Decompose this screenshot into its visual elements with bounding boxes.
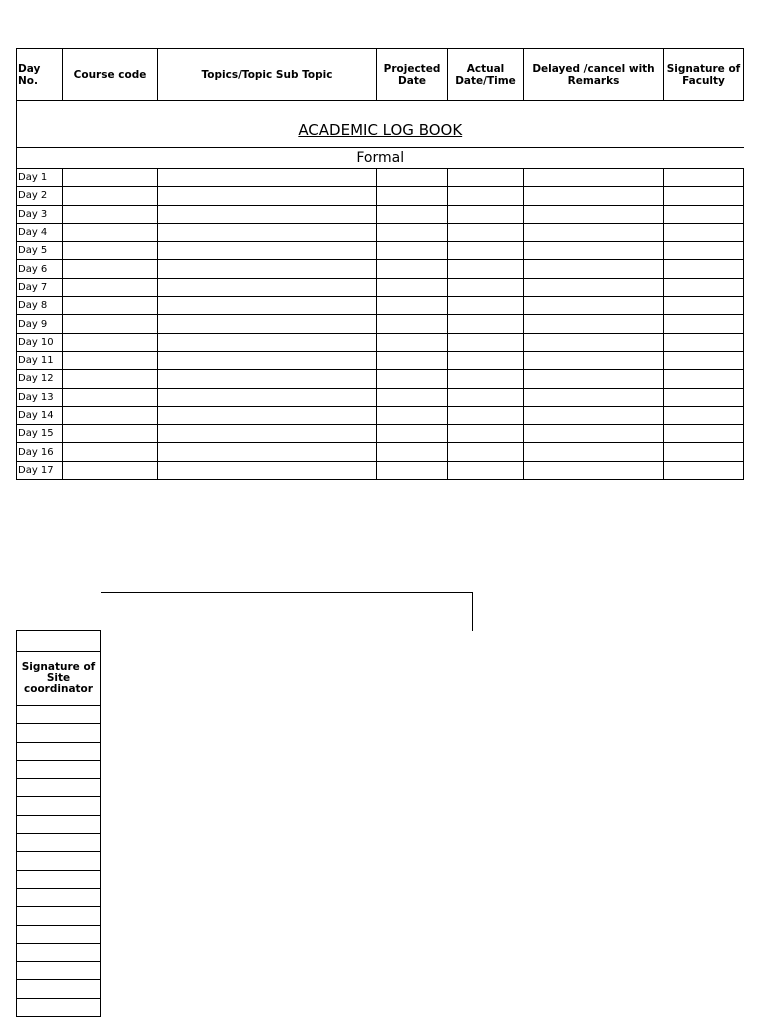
day-cell: Day 7 <box>17 278 63 296</box>
site-coordinator-signature-cell[interactable] <box>17 834 101 852</box>
table-row <box>17 461 744 479</box>
faculty-signature-cell[interactable] <box>664 242 744 260</box>
actual-date-cell[interactable] <box>448 223 524 241</box>
topic-cell[interactable] <box>158 278 377 296</box>
faculty-signature-cell[interactable] <box>664 187 744 205</box>
course-code-cell[interactable] <box>63 205 158 223</box>
projected-date-cell[interactable] <box>377 242 448 260</box>
day-cell: Day 10 <box>17 333 63 351</box>
topic-cell[interactable] <box>158 388 377 406</box>
actual-date-cell[interactable] <box>448 260 524 278</box>
table-row <box>17 980 101 998</box>
remarks-cell[interactable] <box>524 223 664 241</box>
remarks-cell[interactable] <box>524 278 664 296</box>
actual-date-cell[interactable] <box>448 351 524 369</box>
table-row <box>17 834 101 852</box>
actual-date-cell[interactable] <box>448 388 524 406</box>
topic-cell[interactable] <box>158 187 377 205</box>
day-cell: Day 15 <box>17 425 63 443</box>
table-row <box>17 815 101 833</box>
faculty-signature-cell[interactable] <box>664 260 744 278</box>
actual-date-cell[interactable] <box>448 370 524 388</box>
projected-date-cell[interactable] <box>377 425 448 443</box>
day-cell: Day 17 <box>17 461 63 479</box>
topic-cell[interactable] <box>158 425 377 443</box>
faculty-signature-cell[interactable] <box>664 443 744 461</box>
remarks-cell[interactable] <box>524 260 664 278</box>
day-cell: Day 4 <box>17 223 63 241</box>
actual-date-cell[interactable] <box>448 406 524 424</box>
site-coordinator-signature-cell[interactable] <box>17 962 101 980</box>
projected-date-cell[interactable] <box>377 223 448 241</box>
faculty-signature-cell[interactable] <box>664 406 744 424</box>
table-row <box>17 205 744 223</box>
remarks-cell[interactable] <box>524 187 664 205</box>
table-row <box>17 888 101 906</box>
table-row <box>17 406 744 424</box>
course-code-cell[interactable] <box>63 425 158 443</box>
table-row <box>17 907 101 925</box>
vertical-rule <box>472 592 473 631</box>
site-coordinator-signature-cell[interactable] <box>17 907 101 925</box>
day-cell: Day 3 <box>17 205 63 223</box>
header-actual-date-time: Actual Date/Time <box>448 49 524 101</box>
course-code-cell[interactable] <box>63 388 158 406</box>
site-coordinator-signature-cell[interactable] <box>17 943 101 961</box>
remarks-cell[interactable] <box>524 315 664 333</box>
header-course-code: Course code <box>63 49 158 101</box>
remarks-cell[interactable] <box>524 205 664 223</box>
table-row <box>17 962 101 980</box>
topic-cell[interactable] <box>158 223 377 241</box>
course-code-cell[interactable] <box>63 260 158 278</box>
header-projected-date: Projected Date <box>377 49 448 101</box>
day-cell: Day 14 <box>17 406 63 424</box>
site-coordinator-table <box>16 630 101 1017</box>
day-cell: Day 9 <box>17 315 63 333</box>
projected-date-cell[interactable] <box>377 260 448 278</box>
table-row <box>17 388 744 406</box>
table-row <box>17 333 744 351</box>
table-row <box>17 260 744 278</box>
topic-cell[interactable] <box>158 461 377 479</box>
remarks-cell[interactable] <box>524 370 664 388</box>
projected-date-cell[interactable] <box>377 278 448 296</box>
topic-cell[interactable] <box>158 370 377 388</box>
actual-date-cell[interactable] <box>448 169 524 187</box>
table-row <box>17 706 101 724</box>
course-code-cell[interactable] <box>63 242 158 260</box>
table-row <box>17 425 744 443</box>
actual-date-cell[interactable] <box>448 461 524 479</box>
faculty-signature-cell[interactable] <box>664 278 744 296</box>
actual-date-cell[interactable] <box>448 443 524 461</box>
topic-cell[interactable] <box>158 406 377 424</box>
projected-date-cell[interactable] <box>377 406 448 424</box>
horizontal-rule <box>101 592 473 593</box>
site-coordinator-signature-cell[interactable] <box>17 815 101 833</box>
course-code-cell[interactable] <box>63 297 158 315</box>
actual-date-cell[interactable] <box>448 333 524 351</box>
course-code-cell[interactable] <box>63 406 158 424</box>
projected-date-cell[interactable] <box>377 297 448 315</box>
table-row <box>17 370 744 388</box>
faculty-signature-cell[interactable] <box>664 461 744 479</box>
table-row <box>17 797 101 815</box>
table-row <box>17 724 101 742</box>
projected-date-cell[interactable] <box>377 187 448 205</box>
site-coordinator-signature-cell[interactable] <box>17 760 101 778</box>
projected-date-cell[interactable] <box>377 443 448 461</box>
topic-cell[interactable] <box>158 333 377 351</box>
course-code-cell[interactable] <box>63 370 158 388</box>
course-code-cell[interactable] <box>63 351 158 369</box>
projected-date-cell[interactable] <box>377 333 448 351</box>
remarks-cell[interactable] <box>524 297 664 315</box>
site-coordinator-signature-cell[interactable] <box>17 742 101 760</box>
remarks-cell[interactable] <box>524 461 664 479</box>
table-row <box>17 278 744 296</box>
header-signature-site-coordinator: Signature of Site coordinator <box>17 652 101 706</box>
site-coordinator-signature-cell[interactable] <box>17 980 101 998</box>
document-subtitle: Formal <box>17 148 744 169</box>
topic-cell[interactable] <box>158 205 377 223</box>
faculty-signature-cell[interactable] <box>664 425 744 443</box>
table-row <box>17 242 744 260</box>
table-row <box>17 852 101 870</box>
faculty-signature-cell[interactable] <box>664 333 744 351</box>
site-coordinator-signature-cell[interactable] <box>17 888 101 906</box>
table-row <box>17 779 101 797</box>
table-row <box>17 169 744 187</box>
topic-cell[interactable] <box>158 443 377 461</box>
actual-date-cell[interactable] <box>448 205 524 223</box>
table-row <box>17 760 101 778</box>
day-cell: Day 8 <box>17 297 63 315</box>
site-coordinator-signature-cell[interactable] <box>17 779 101 797</box>
faculty-signature-cell[interactable] <box>664 315 744 333</box>
table-row <box>17 315 744 333</box>
academic-log-table <box>16 48 744 480</box>
header-day-no: Day No. <box>17 49 63 101</box>
remarks-cell[interactable] <box>524 443 664 461</box>
table-row <box>17 297 744 315</box>
course-code-cell[interactable] <box>63 187 158 205</box>
topic-cell[interactable] <box>158 351 377 369</box>
topic-cell[interactable] <box>158 315 377 333</box>
course-code-cell[interactable] <box>63 333 158 351</box>
faculty-signature-cell[interactable] <box>664 370 744 388</box>
topic-cell[interactable] <box>158 242 377 260</box>
day-cell: Day 6 <box>17 260 63 278</box>
actual-date-cell[interactable] <box>448 187 524 205</box>
site-coordinator-signature-cell[interactable] <box>17 706 101 724</box>
remarks-cell[interactable] <box>524 351 664 369</box>
remarks-cell[interactable] <box>524 333 664 351</box>
course-code-cell[interactable] <box>63 443 158 461</box>
remarks-cell[interactable] <box>524 406 664 424</box>
table-row <box>17 998 101 1016</box>
day-cell: Day 13 <box>17 388 63 406</box>
header-signature-faculty: Signature of Faculty <box>664 49 744 101</box>
day-cell: Day 11 <box>17 351 63 369</box>
day-cell: Day 16 <box>17 443 63 461</box>
projected-date-cell[interactable] <box>377 461 448 479</box>
course-code-cell[interactable] <box>63 461 158 479</box>
table-row <box>17 351 744 369</box>
site-coordinator-signature-cell[interactable] <box>17 870 101 888</box>
course-code-cell[interactable] <box>63 278 158 296</box>
remarks-cell[interactable] <box>524 388 664 406</box>
site-coordinator-signature-cell[interactable] <box>17 852 101 870</box>
projected-date-cell[interactable] <box>377 351 448 369</box>
site-coordinator-signature-cell[interactable] <box>17 925 101 943</box>
table-row <box>17 742 101 760</box>
table-row <box>17 943 101 961</box>
faculty-signature-cell[interactable] <box>664 205 744 223</box>
projected-date-cell[interactable] <box>377 169 448 187</box>
coordinator-rows <box>17 706 101 1017</box>
topic-cell[interactable] <box>158 169 377 187</box>
actual-date-cell[interactable] <box>448 242 524 260</box>
course-code-cell[interactable] <box>63 169 158 187</box>
actual-date-cell[interactable] <box>448 278 524 296</box>
remarks-cell[interactable] <box>524 169 664 187</box>
course-code-cell[interactable] <box>63 315 158 333</box>
document-title-cell <box>17 101 744 148</box>
log-rows <box>17 169 744 480</box>
site-coordinator-signature-cell[interactable] <box>17 797 101 815</box>
day-cell: Day 5 <box>17 242 63 260</box>
faculty-signature-cell[interactable] <box>664 169 744 187</box>
projected-date-cell[interactable] <box>377 370 448 388</box>
faculty-signature-cell[interactable] <box>664 297 744 315</box>
topic-cell[interactable] <box>158 297 377 315</box>
faculty-signature-cell[interactable] <box>664 388 744 406</box>
actual-date-cell[interactable] <box>448 425 524 443</box>
actual-date-cell[interactable] <box>448 297 524 315</box>
header-delayed-remarks: Delayed /cancel with Remarks <box>524 49 664 101</box>
projected-date-cell[interactable] <box>377 388 448 406</box>
header-topics: Topics/Topic Sub Topic <box>158 49 377 101</box>
site-coordinator-signature-cell[interactable] <box>17 998 101 1016</box>
projected-date-cell[interactable] <box>377 205 448 223</box>
table-row <box>17 187 744 205</box>
faculty-signature-cell[interactable] <box>664 223 744 241</box>
remarks-cell[interactable] <box>524 242 664 260</box>
table-row <box>17 870 101 888</box>
day-cell: Day 1 <box>17 169 63 187</box>
blank-cell <box>17 631 101 652</box>
faculty-signature-cell[interactable] <box>664 351 744 369</box>
table-row <box>17 925 101 943</box>
site-coordinator-signature-cell[interactable] <box>17 724 101 742</box>
document-title: ACADEMIC LOG BOOK <box>298 121 463 139</box>
remarks-cell[interactable] <box>524 425 664 443</box>
projected-date-cell[interactable] <box>377 315 448 333</box>
day-cell: Day 12 <box>17 370 63 388</box>
actual-date-cell[interactable] <box>448 315 524 333</box>
day-cell: Day 2 <box>17 187 63 205</box>
topic-cell[interactable] <box>158 260 377 278</box>
table-row <box>17 443 744 461</box>
table-row <box>17 223 744 241</box>
course-code-cell[interactable] <box>63 223 158 241</box>
